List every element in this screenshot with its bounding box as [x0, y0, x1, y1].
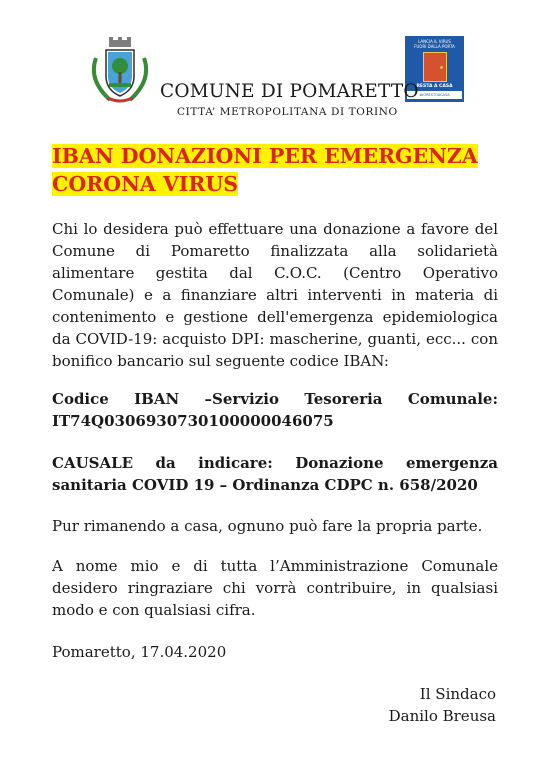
signature-role: Il Sindaco — [419, 685, 496, 703]
municipal-crest-icon — [82, 36, 158, 108]
iban-paragraph: Codice IBAN –Servizio Tesoreria Comunale: IT74Q0306930730100000046075 — [52, 390, 498, 430]
poster-line-3: RESTA A CASA — [416, 84, 453, 89]
date-line: Pomaretto, 17.04.2020 — [52, 643, 227, 661]
causale-paragraph: CAUSALE da indicare: Donazione emergenza sanitaria COVID 19 – Ordinanza CDPC n. 658/2020 — [52, 454, 498, 494]
door-icon — [423, 52, 447, 82]
poster-line-4: #IORESTOACASA — [407, 91, 462, 99]
signature-name: Danilo Breusa — [388, 707, 496, 725]
poster-line-2: FUORI DALLA PORTA — [414, 44, 455, 49]
document-title — [52, 142, 498, 198]
municipality-name: COMUNE DI POMARETTO — [160, 81, 419, 102]
poster-line-1: LANCIA IL VIRUS — [418, 39, 451, 44]
thanks-paragraph: A nome mio e di tutta l’Amministrazione Comunale desidero ringraziare chi vorrà contribuire, in qualsiasi modo e con qualsiasi cifra. — [52, 557, 498, 619]
title-line-2: CORONA VIRUS — [52, 172, 239, 196]
title-line-1: IBAN DONAZIONI PER EMERGENZA — [52, 144, 478, 168]
stay-home-paragraph: Pur rimanendo a casa, ognuno può fare la propria parte. — [52, 517, 483, 535]
metropolitan-city: CITTA’ METROPOLITANA DI TORINO — [177, 106, 398, 118]
intro-paragraph: Chi lo desidera può effettuare una donazione a favore del Comune di Pomaretto finalizzata alla solidarietà alimentare gestita dal C.O.C. (Centro Operativo Comunale) e a finanziare altri interventi in materia di contenimento e gestione dell'emergenza epidemiologica da COVID-19: acquisto DPI: mascherine, guanti, ecc... con bonifico bancario sul seguente codice IBAN: — [52, 220, 498, 370]
